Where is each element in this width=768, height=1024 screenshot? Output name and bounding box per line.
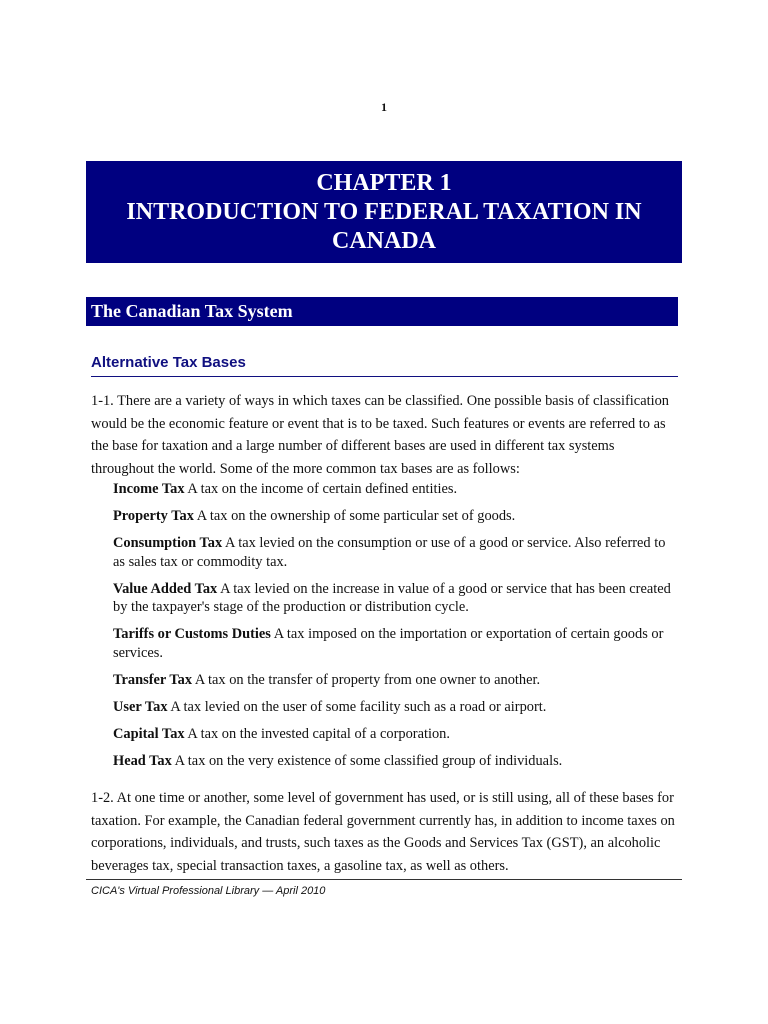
term-name: Consumption Tax <box>113 535 223 551</box>
term-name: Value Added Tax <box>113 580 218 597</box>
term-item <box>113 698 673 717</box>
chapter-title-line-2: CANADA <box>332 227 436 254</box>
term-item <box>113 671 673 690</box>
term-definition: A tax on the ownership of some particular set of goods. <box>196 508 516 524</box>
footer-divider <box>86 879 682 880</box>
term-definition: A tax on the invested capital of a corporation. <box>187 725 450 742</box>
term-item <box>113 580 673 617</box>
chapter-number: CHAPTER 1 <box>316 169 452 196</box>
chapter-title-box <box>86 161 682 263</box>
term-name: Head Tax <box>113 752 172 769</box>
term-item <box>113 534 673 571</box>
term-name: Income Tax <box>113 481 185 497</box>
page-number: 1 <box>381 100 387 114</box>
term-item <box>113 480 673 499</box>
term-definition: A tax on the transfer of property from one owner to another. <box>194 671 541 688</box>
footer-text: CICA's Virtual Professional Library — April 2010 <box>91 885 326 897</box>
term-definition: A tax imposed on the importation or exportation of certain goods or services. <box>113 626 664 661</box>
term-definition: A tax on the income of certain defined entities. <box>187 481 458 497</box>
term-item <box>113 752 673 771</box>
term-definition: A tax levied on the consumption or use of a good or service. Also referred to as sales tax or commodity tax. <box>113 535 666 570</box>
paragraph-1-1: 1-1. There are a variety of ways in which taxes can be classified. One possible basis of classification would be the economic feature or event that is to be taxed. Such features or events are referred to as the base for taxation and a large number of different bases are used in different tax systems throughout the world. Some of the more common tax bases are as follows: <box>91 393 669 477</box>
paragraph-1-2: 1-2. At one time or another, some level of government has used, or is still using, all of these bases for taxation. For example, the Canadian federal government currently has, in addition to income taxes on corporations, individuals, and trusts, such taxes as the Goods and Services Tax (GST), an alcoholic beverages tax, special transaction taxes, a gasoline tax, as well as others. <box>91 790 675 874</box>
term-item <box>113 625 673 662</box>
term-name: Property Tax <box>113 508 194 524</box>
subheading: Alternative Tax Bases <box>91 354 678 377</box>
section-title: The Canadian Tax System <box>86 297 678 326</box>
term-definition: A tax levied on the increase in value of a good or service that has been created by the taxpayer's stage of the production or distribution cycle. <box>113 580 671 615</box>
term-name: Tariffs or Customs Duties <box>113 626 271 642</box>
term-name: Transfer Tax <box>113 671 193 688</box>
tax-bases-list <box>113 480 673 779</box>
term-item <box>113 507 673 526</box>
term-item <box>113 725 673 744</box>
chapter-title-line-1: INTRODUCTION TO FEDERAL TAXATION IN <box>126 198 642 225</box>
term-name: User Tax <box>113 698 168 715</box>
term-name: Capital Tax <box>113 725 185 742</box>
term-definition: A tax on the very existence of some classified group of individuals. <box>174 752 563 769</box>
term-definition: A tax levied on the user of some facility such as a road or airport. <box>170 698 547 715</box>
